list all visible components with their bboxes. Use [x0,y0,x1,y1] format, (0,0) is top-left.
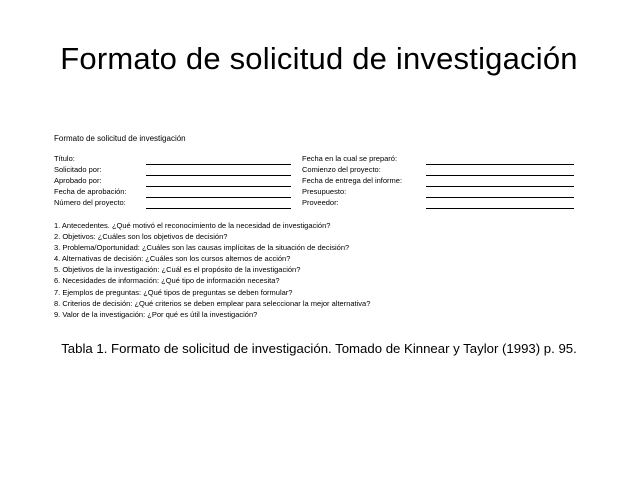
field-label: Fecha en la cual se preparó: [302,154,398,163]
list-item: 8. Criterios de decisión: ¿Qué criterios se deben emplear para seleccionar la mejor alternativa? [54,298,371,308]
field-label: Fecha de entrega del informe: [302,176,403,185]
form-title: Formato de solicitud de investigación [54,134,186,143]
field-fecha-preparo [302,154,574,165]
field-numero-proyecto [54,198,294,209]
list-item: 7. Ejemplos de preguntas: ¿Qué tipos de preguntas se deben formular? [54,287,293,297]
list-item: 2. Objetivos: ¿Cuáles son los objetivos de decisión? [54,232,228,242]
list-item: 1. Antecedentes. ¿Qué motivó el reconocimiento de la necesidad de investigación? [54,221,331,230]
field-solicitado-por [54,165,294,176]
blank-line [426,208,574,209]
field-label: Solicitado por: [54,165,102,174]
question-list [54,220,594,320]
list-item: 6. Necesidades de información: ¿Qué tipo de información necesita? [54,276,280,286]
list-item: 5. Objetivos de la investigación: ¿Cuál es el propósito de la investigación? [54,265,301,275]
field-label: Aprobado por: [54,176,102,185]
field-aprobado-por [54,176,294,187]
field-label: Número del proyecto: [54,198,126,207]
field-comienzo-proyecto [302,165,574,176]
slide-title: Formato de solicitud de investigación [60,41,578,76]
field-label: Comienzo del proyecto: [302,165,381,174]
blank-line [146,208,291,209]
left-fields [54,154,294,209]
field-titulo [54,154,294,165]
list-item: 3. Problema/Oportunidad: ¿Cuáles son las causas implícitas de la situación de decisión? [54,243,350,253]
field-fecha-entrega [302,176,574,187]
table-caption: Tabla 1. Formato de solicitud de investigación. Tomado de Kinnear y Taylor (1993) p. 95. [61,341,577,356]
field-label: Proveedor: [302,198,339,207]
field-label: Título: [54,154,75,163]
list-item: 9. Valor de la investigación: ¿Por qué es útil la investigación? [54,309,258,319]
field-label: Presupuesto: [302,187,347,196]
list-item: 4. Alternativas de decisión: ¿Cuáles son los cursos alternos de acción? [54,254,291,264]
field-proveedor [302,198,574,209]
field-label: Fecha de aprobación: [54,187,127,196]
field-presupuesto [302,187,574,198]
right-fields [302,154,574,209]
field-fecha-aprobacion [54,187,294,198]
